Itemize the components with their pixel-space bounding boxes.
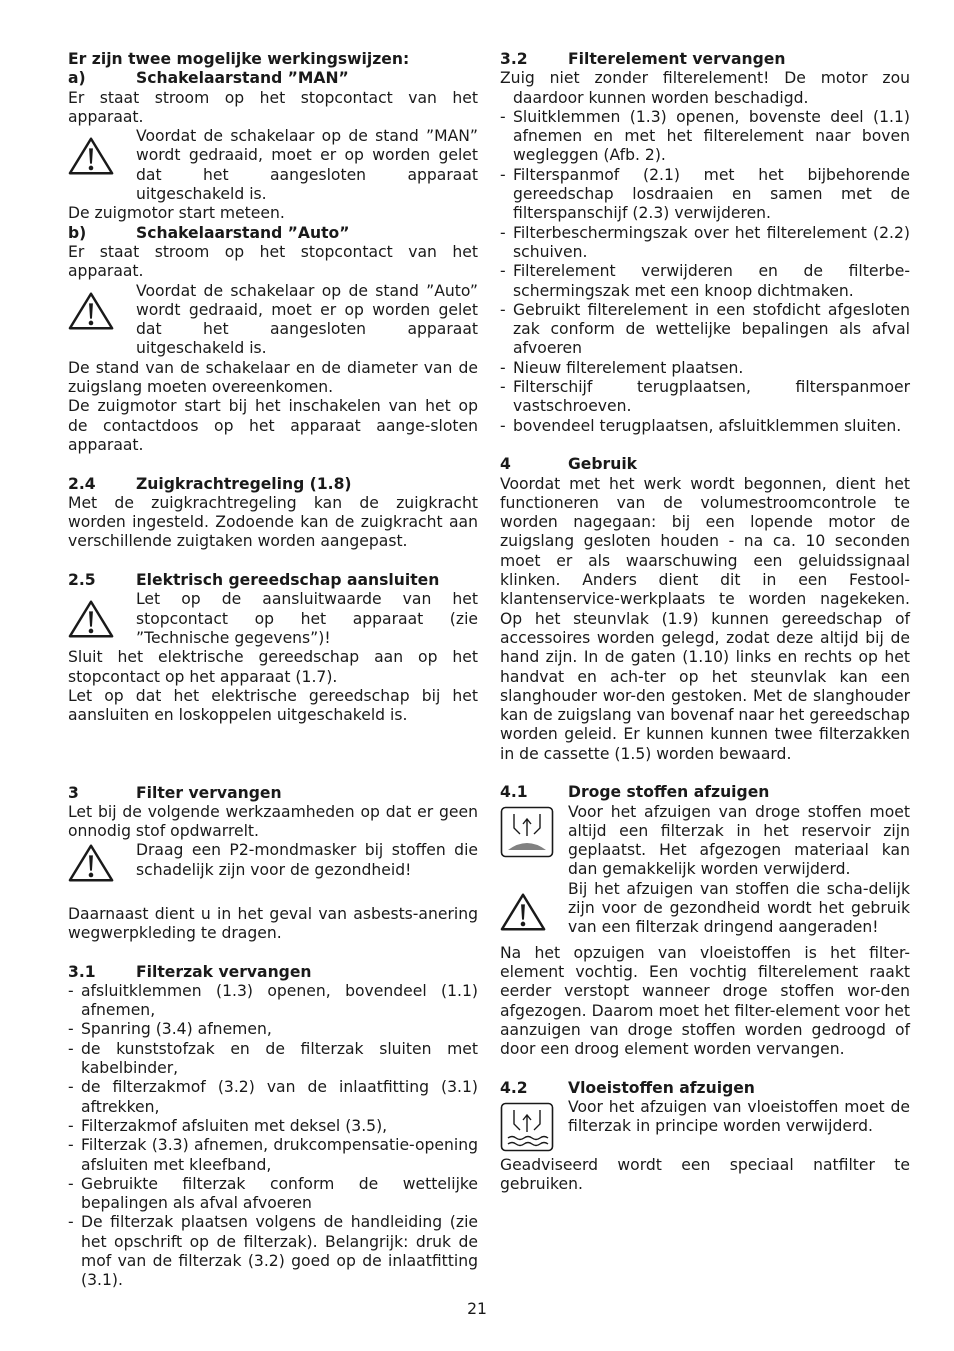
section-2-5-heading: 2.5 Elektrisch gereedschap aansluiten [68,571,440,590]
section-3-heading: 3 Filter vervangen [68,783,282,802]
section-3-2-list [500,108,910,436]
list-item: - Sluitklemmen (1.3) openen, bovenste deel (1.1) afnemen en met het filterelement naar boven wegleggen (Afb. 2). [500,108,910,166]
section-2-5-warning: Let op de aansluitwaarde van het stopcontact op het apparaat (zie ”Technische gegevens”)! [68,590,478,648]
warning-triangle-icon [68,127,136,185]
section-4-2-text: Geadviseerd wordt een speciaal natfilter te gebruiken. [500,1156,910,1194]
section-3-2-heading: 3.2 Filterelement vervangen [500,50,786,68]
list-item: - Spanring (3.4) afnemen, [68,1020,478,1039]
warning-triangle-icon [68,282,136,340]
warning-triangle-icon [68,841,136,885]
left-column [68,50,478,1291]
section-2-4-text: Met de zuigkrachtregeling kan de zuigkracht worden ingesteld. Zodoende kan de zuigkracht aan verschillende zuigtaken worden aangepast. [68,493,478,551]
section-3-2-intro: Zuig niet zonder filterelement! De motor zou daardoor kunnen worden beschadigd. [500,69,910,107]
list-item: - afsluitklemmen (1.3) openen, bovendeel (1.1) afnemen, [68,982,478,1021]
list-item: - Gebruikt filterelement in een stofdicht afgesloten zak conform de wettelijke bepalingen als afval afvoeren [500,301,910,359]
section-2-4-heading: 2.4 Zuigkrachtregeling (1.8) [68,474,352,493]
warning-triangle-icon [68,590,136,648]
dry-dust-icon [500,803,568,861]
list-item: - De filterzak plaatsen volgens de handleiding (zie het opschrift op de filterzak). Belangrijk: druk de mof van de filterzak (3.2) goed op de inlaatfitting (3.1). [68,1213,478,1290]
section-4-heading: 4 Gebruik [500,455,638,474]
list-item: - Filterzakmof afsluiten met deksel (3.5), [68,1117,478,1136]
list-item: - Filterelement verwijderen en de filterbe-schermingszak met een knoop dichtmaken. [500,262,910,301]
section-2-5-text-1: Sluit het elektrische gereedschap aan op het stopcontact op het apparaat (1.7). [68,648,478,686]
section-4-1-heading: 4.1 Droge stoffen afzuigen [500,783,770,802]
mode-b-after-2: De zuigmotor start bij het inschakelen van het op de contactdoos op het apparaat aange-sloten apparaat. [68,397,478,454]
section-4-1-text: Na het opzuigen van vloeistoffen is het filter-element vochtig. Een vochtig filterelement raakt eerder verstopt wanneer droge stoffen wor-den afgezogen. Daarom moet het filter-element voor het aanzuigen van droge stoffen worden gedroogd of door een droog element worden vervangen. [500,943,910,1059]
list-item: - de kunststofzak en de filterzak sluiten met kabelbinder, [68,1040,478,1079]
section-3-1-heading: 3.1 Filterzak vervangen [68,962,312,981]
list-item: - de filterzakmof (3.2) van de inlaatfitting (3.1) aftrekken, [68,1078,478,1117]
mode-a-heading: a) Schakelaarstand ”MAN” [68,69,349,88]
mode-a-after: De zuigmotor start meteen. [68,204,285,223]
section-4-1-warning: Bij het afzuigen van stoffen die scha-delijk zijn voor de gezondheid wordt het gebruik van een filterzak dringend aangeraden! [500,880,910,944]
section-3-text-2: Daarnaast dient u in het geval van asbests-anering wegwerpkleding te dragen. [68,904,478,942]
warning-triangle-icon [500,880,568,944]
section-4-1-info: Voor het afzuigen van droge stoffen moet altijd een filterzak in het reservoir zijn geplaatst. Het afgezogen materiaal kan dan gemakkelijk worden verwijderd. [500,803,910,880]
list-item: - Nieuw filterelement plaatsen. [500,359,910,378]
section-2-5-text-2: Let op dat het elektrische gereedschap bij het aansluiten en loskoppelen uitgeschakeld is. [68,686,478,725]
mode-b-warning: Voordat de schakelaar op de stand ”Auto” wordt gedraaid, moet er op worden gelet dat het aangesloten apparaat uitgeschakeld is. [68,282,478,359]
intro-heading: Er zijn twee mogelijke werkingswijzen: [68,50,410,68]
mode-a-text: Er staat stroom op het stopcontact van het apparaat. [68,88,478,126]
list-item: - bovendeel terugplaatsen, afsluitklemmen sluiten. [500,417,910,436]
list-item: - Gebruikte filterzak conform de wettelijke bepalingen als afval afvoeren [68,1175,478,1214]
list-item: - Filterbeschermingszak over het filterelement (2.2) schuiven. [500,224,910,263]
page-number: 21 [467,1300,487,1318]
section-4-text: Voordat met het werk wordt begonnen, dient het functioneren van de volumestroomcontrole te worden nagegaan: bij een lopende motor de zuigslang gesloten houden - na ca. 10 seconden moet er als waarschuwing een geluidssignaal klinken. Anders dient dit in een Festool-klantenservice-werkplaats te worden nagekeken. Op het steunvlak (1.9) kunnen gereedschap of accessoires worden gelegd, zodat deze altijd bij de hand zijn. In de gaten (1.10) links en rechts op het handvat en ach-ter op het steunvlak kan een slanghouder wor-den gestoken. Met de slanghouder kan de zuigslang van bovenaf naar het gereedschap worden geleid. Er kunnen kunnen twee filterzakken in de cassette (1.5) worden bewaard. [500,474,911,763]
right-column [500,50,910,1195]
mode-b-after-1: De stand van de schakelaar en de diameter van de zuigslang moeten overeenkomen. [68,358,478,397]
section-3-1-list [68,982,478,1291]
list-item: - Filterschijf terugplaatsen, filterspanmoer vastschroeven. [500,378,910,417]
mode-b-heading: b) Schakelaarstand ”Auto” [68,223,350,242]
section-3-text: Let bij de volgende werkzaamheden op dat er geen onnodig stof opdwarrelt. [68,802,478,841]
mode-b-text: Er staat stroom op het stopcontact van het apparaat. [68,242,478,281]
section-3-warning: Draag een P2-mondmasker bij stoffen die schadelijk zijn voor de gezondheid! [68,841,478,885]
mode-a-warning: Voordat de schakelaar op de stand ”MAN” wordt gedraaid, moet er op worden gelet dat het aangesloten apparaat uitgeschakeld is. [68,127,478,204]
wet-liquid-icon [500,1098,568,1156]
section-4-2-heading: 4.2 Vloeistoffen afzuigen [500,1078,755,1097]
list-item: - Filterzak (3.3) afnemen, drukcompensatie-opening afsluiten met kleefband, [68,1136,478,1175]
list-item: - Filterspanmof (2.1) met het bijbehorende gereedschap losdraaien en samen met de filterspanschijf (2.3) verwijderen. [500,166,910,224]
section-4-2-info: Voor het afzuigen van vloeistoffen moet de filterzak in principe worden verwijderd. [500,1098,910,1156]
